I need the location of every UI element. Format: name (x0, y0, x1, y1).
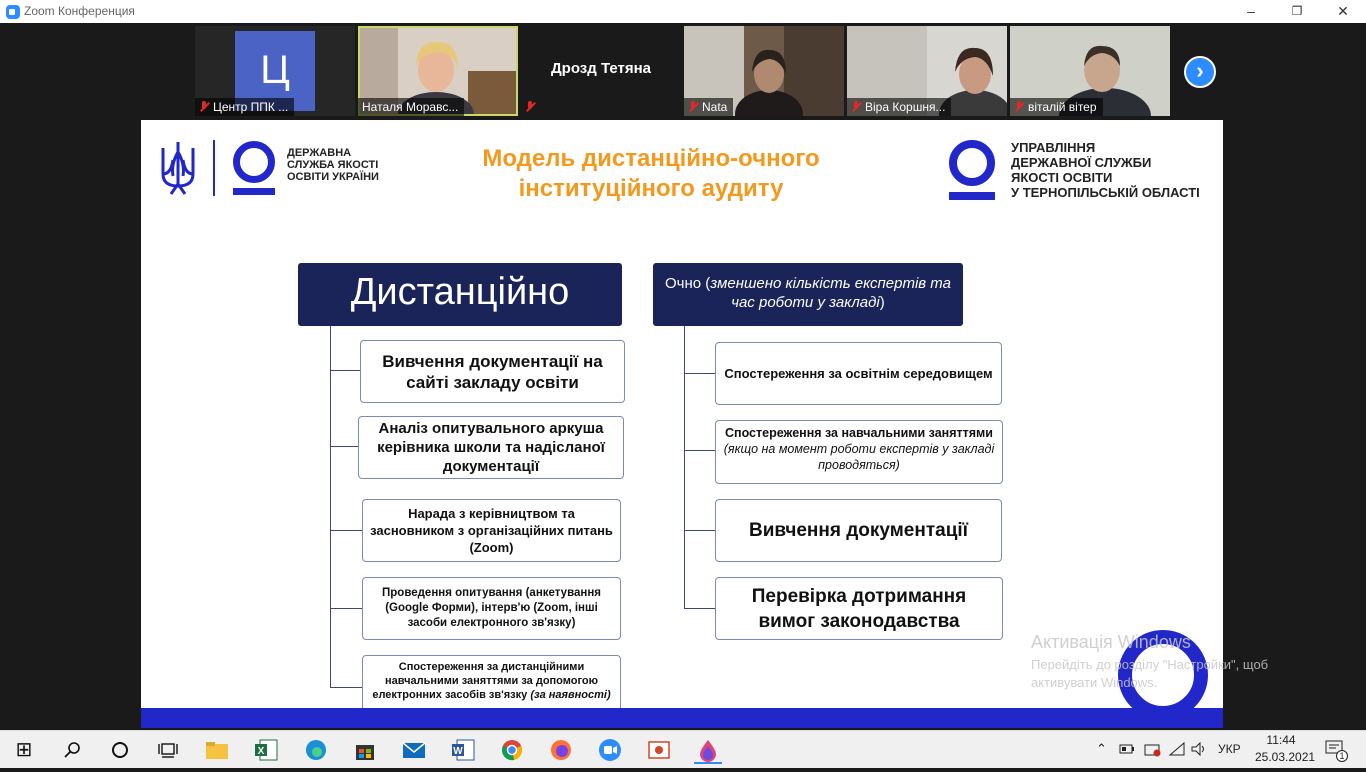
taskbar-firefox[interactable] (547, 736, 575, 764)
remote-item-5: Спостереження за дистанційними навчальними заняттями за допомогою електронних засобів зв'язку (за наявності) (362, 655, 621, 719)
taskbar-screen-recorder[interactable] (645, 736, 673, 764)
word-icon (451, 739, 475, 761)
next-page-button[interactable]: › (1184, 56, 1216, 88)
participant-strip (0, 23, 1366, 120)
participant-tile-5[interactable] (847, 26, 1007, 116)
onsite-item-2: Спостереження за навчальними заняттями (якщо на момент роботи експертів у закладі проводяться) (715, 420, 1003, 484)
participant-tile-3[interactable] (521, 26, 681, 116)
slide-title: Модель дистанційно-очного інституційного аудиту (482, 145, 820, 202)
left-connector (330, 370, 360, 371)
cortana-ring-icon (111, 741, 129, 759)
chrome-icon (500, 738, 524, 762)
wifi-icon[interactable] (1168, 741, 1186, 760)
remote-item-3: Нарада з керівництвом та засновником з організаційних питань (Zoom) (362, 499, 621, 562)
svg-text:X: X (257, 746, 265, 757)
participant-tile-1[interactable] (195, 26, 355, 116)
participant-name-label: Nata (684, 98, 733, 116)
svg-text:W: W (453, 746, 463, 757)
mic-muted-icon (851, 101, 861, 113)
zoom-icon (598, 738, 622, 762)
mic-muted-icon (199, 101, 209, 113)
clock-date: 25.03.2021 (1255, 750, 1316, 764)
recorder-icon (647, 740, 671, 760)
remote-item-2: Аналіз опитувального аркуша керівника школи та надісланої документації (358, 416, 624, 479)
avatar: Ц (235, 31, 315, 111)
onsite-item-4: Перевірка дотримання вимог законодавства (715, 577, 1003, 640)
restore-button[interactable]: ❐ (1291, 4, 1303, 18)
task-view-icon (158, 741, 178, 759)
slide-bottom-bar (141, 708, 1223, 728)
right-logo-text: УПРАВЛІННЯ ДЕРЖАВНОЇ СЛУЖБИ ЯКОСТІ ОСВІТИ У ТЕРНОПІЛЬСЬКІЙ ОБЛАСТІ (1011, 140, 1200, 200)
taskbar-mail[interactable] (400, 736, 428, 764)
header-onsite: Очно (зменшено кількість експертів та час роботи у закладі) (653, 263, 963, 326)
taskbar-excel[interactable] (252, 736, 280, 764)
remote-item-1: Вивчення документації на сайті закладу освіти (360, 340, 625, 403)
taskbar-word[interactable] (449, 736, 477, 764)
right-tree-line (684, 326, 685, 609)
participant-name-center: Дрозд Тетяна (550, 60, 652, 77)
task-view-button[interactable] (154, 736, 182, 764)
left-connector (330, 608, 362, 609)
left-tree-line (330, 326, 331, 688)
clock[interactable] (1255, 733, 1316, 764)
onsite-item-1: Спостереження за освітнім середовищем (715, 342, 1002, 405)
taskbar-active-app[interactable] (694, 736, 722, 764)
participant-name-label: Наталя Моравс... (358, 98, 464, 116)
network-vpn-icon[interactable] (1144, 741, 1162, 760)
participant-name-label: віталій вітер (1010, 98, 1103, 116)
left-connector (330, 446, 358, 447)
notifications-button[interactable] (1324, 738, 1346, 763)
participant-tile-6[interactable] (1010, 26, 1170, 116)
mic-muted-icon (688, 101, 698, 113)
folder-icon (205, 740, 229, 760)
start-button[interactable]: ⊞ (15, 739, 33, 761)
volume-icon[interactable] (1190, 741, 1208, 760)
windows-taskbar (0, 730, 1366, 768)
battery-icon[interactable] (1119, 743, 1135, 758)
logo-divider (213, 140, 215, 196)
participant-name-label: Центр ППК ... (195, 98, 294, 116)
meeting-stage (0, 23, 1366, 730)
mic-muted-icon (525, 101, 535, 113)
notification-badge: 1 (1336, 750, 1348, 762)
taskbar-chrome[interactable] (498, 736, 526, 764)
right-logo-bar (949, 192, 995, 200)
cortana-button[interactable] (106, 736, 134, 764)
ukraine-trident-icon (159, 140, 197, 198)
store-bag-icon (353, 738, 377, 762)
edge-icon (304, 738, 328, 762)
header-remote: Дистанційно (298, 263, 622, 326)
taskbar-store[interactable] (351, 736, 379, 764)
participant-tile-4[interactable] (684, 26, 844, 116)
excel-icon (254, 739, 278, 761)
left-logo-bar (233, 188, 275, 195)
minimize-button[interactable]: – (1247, 3, 1255, 19)
participant-tile-2[interactable] (358, 26, 518, 116)
left-logo-ring-icon (233, 141, 275, 183)
tray-expand-icon[interactable]: ⌃ (1096, 741, 1107, 756)
window-title: Zoom Конференция (24, 4, 135, 18)
language-indicator[interactable]: УКР (1218, 742, 1241, 756)
taskbar-file-explorer[interactable] (203, 736, 231, 764)
left-logo-text: ДЕРЖАВНА СЛУЖБА ЯКОСТІ ОСВІТИ УКРАЇНИ (287, 147, 379, 183)
left-connector (330, 530, 362, 531)
participant-name-label: Віра Коршня... (847, 98, 951, 116)
window-titlebar (0, 0, 1366, 23)
right-connector (684, 608, 716, 609)
onsite-item-3: Вивчення документації (715, 499, 1002, 562)
mic-muted-icon (1014, 101, 1024, 113)
windows-activation-watermark: Активація Windows Перейдіть до розділу "Настройки", щоб активувати Windows. (1031, 632, 1269, 690)
remote-item-4: Проведення опитування (анкетування (Google Форми), інтерв'ю (Zoom, інші засоби електронного зв'язку) (362, 577, 621, 640)
participant-name-label (521, 98, 545, 116)
firefox-icon (549, 738, 573, 762)
clock-time: 11:44 (1266, 733, 1296, 747)
search-icon (63, 741, 81, 759)
taskbar-zoom[interactable] (596, 736, 624, 764)
left-connector (330, 687, 362, 688)
search-button[interactable] (58, 736, 86, 764)
drop-app-icon (696, 738, 720, 762)
right-connector (684, 530, 716, 531)
right-connector (684, 373, 716, 374)
right-connector (684, 450, 716, 451)
close-button[interactable]: ✕ (1337, 3, 1349, 19)
mail-icon (402, 740, 426, 760)
taskbar-edge[interactable] (302, 736, 330, 764)
zoom-app-icon (6, 5, 20, 19)
right-logo-ring-icon (949, 140, 995, 186)
